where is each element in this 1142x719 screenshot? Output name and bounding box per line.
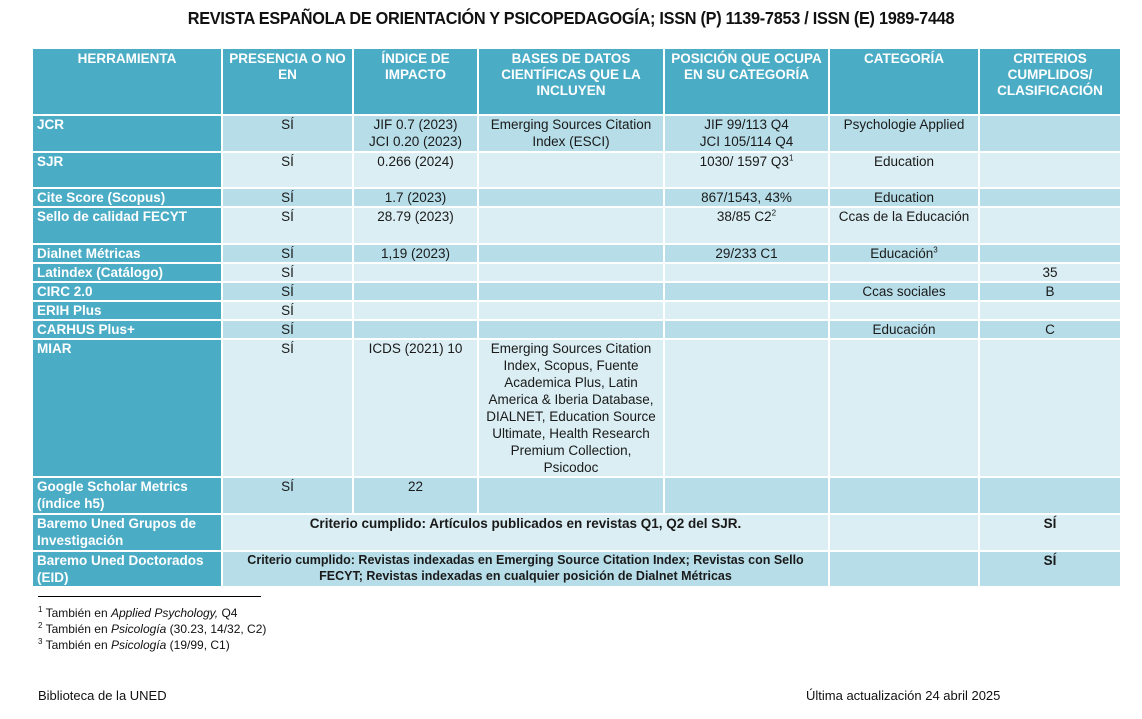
cell-databases: Emerging Sources Citation Index (ESCI) (478, 115, 664, 152)
position-text: 867/1543, 43% (701, 190, 792, 205)
cell-databases (478, 282, 664, 301)
table-row (32, 188, 1121, 207)
cell-position (664, 263, 829, 282)
header-presencia: PRESENCIA O NO EN (222, 48, 353, 115)
cell-tool: CIRC 2.0 (32, 282, 222, 301)
category-text: Education (873, 154, 935, 169)
cell-category (829, 188, 979, 207)
cell-databases (478, 320, 664, 339)
footnote-italic: Psicología (110, 638, 167, 652)
cell-empty (829, 551, 979, 587)
cell-tool: Cite Score (Scopus) (32, 188, 222, 207)
position-text: 38/85 C2 (716, 209, 772, 224)
cell-criteria (979, 339, 1121, 477)
footnote-3 (38, 637, 266, 653)
cell-criteria (979, 301, 1121, 320)
footnote-number: 3 (38, 637, 43, 646)
table-row (32, 282, 1121, 301)
cell-position (664, 244, 829, 263)
table-row (32, 301, 1121, 320)
cell-impact (353, 282, 478, 301)
cell-tool: Sello de calidad FECYT (32, 207, 222, 244)
footnote-ref: 3 (933, 245, 938, 255)
category-text: Psychologie Applied (843, 117, 965, 132)
cell-impact: 1.7 (2023) (353, 188, 478, 207)
cell-tool: Baremo Uned Grupos de Investigación (32, 514, 222, 551)
cell-category (829, 301, 979, 320)
cell-tool: Dialnet Métricas (32, 244, 222, 263)
cell-tool: SJR (32, 152, 222, 188)
cell-criteria: C (979, 320, 1121, 339)
cell-criterion: Criterio cumplido: Revistas indexadas en Emerging Source Citation Index; Revistas con Sello FECYT; Revistas indexadas en cualquier posición de Dialnet Métricas (222, 551, 829, 587)
cell-criteria (979, 188, 1121, 207)
cell-category (829, 244, 979, 263)
footnote-text: También en (45, 622, 111, 636)
cell-criteria (979, 207, 1121, 244)
table-row (32, 263, 1121, 282)
cell-tool: MIAR (32, 339, 222, 477)
cell-presence: SÍ (222, 282, 353, 301)
cell-impact: ICDS (2021) 10 (353, 339, 478, 477)
table-row (32, 339, 1121, 477)
footnote-ref: 2 (771, 208, 777, 218)
table-row (32, 477, 1121, 514)
cell-impact: JIF 0.7 (2023) JCI 0.20 (2023) (353, 115, 478, 152)
table-row (32, 152, 1121, 188)
cell-criteria: 35 (979, 263, 1121, 282)
footnote-text: Q4 (218, 606, 238, 620)
cell-criteria (979, 244, 1121, 263)
footnote-text: (30.23, 14/32, C2) (166, 622, 267, 636)
baremo-row (32, 551, 1121, 587)
cell-databases (478, 263, 664, 282)
category-text: Educación (872, 322, 936, 337)
cell-position (664, 152, 829, 188)
cell-category (829, 115, 979, 152)
footnote-italic: Psicología (110, 622, 167, 636)
table-row (32, 115, 1121, 152)
cell-criteria (979, 477, 1121, 514)
cell-criterion: Criterio cumplido: Artículos publicados en revistas Q1, Q2 del SJR. (222, 514, 829, 551)
cell-presence: SÍ (222, 207, 353, 244)
footnote-separator (38, 596, 261, 597)
cell-presence: SÍ (222, 320, 353, 339)
header-categoria: CATEGORÍA (829, 48, 979, 115)
cell-tool: Baremo Uned Doctorados (EID) (32, 551, 222, 587)
cell-presence: SÍ (222, 115, 353, 152)
cell-tool: Google Scholar Metrics (índice h5) (32, 477, 222, 514)
cell-position (664, 207, 829, 244)
cell-position (664, 339, 829, 477)
cell-presence: SÍ (222, 477, 353, 514)
cell-presence: SÍ (222, 152, 353, 188)
cell-databases (478, 244, 664, 263)
category-text: Ccas sociales (862, 284, 946, 299)
footnote-2 (38, 621, 266, 637)
table-row (32, 244, 1121, 263)
footnote-text: (19/99, C1) (166, 638, 230, 652)
baremo-row (32, 514, 1121, 551)
header-bases-datos: BASES DE DATOS CIENTÍFICAS QUE LA INCLUYEN (478, 48, 664, 115)
cell-presence: SÍ (222, 339, 353, 477)
position-text: 1030/ 1597 Q3 (699, 154, 789, 169)
cell-category (829, 320, 979, 339)
indexing-table (31, 47, 1122, 588)
cell-empty (829, 514, 979, 551)
cell-impact (353, 301, 478, 320)
cell-presence: SÍ (222, 263, 353, 282)
cell-position (664, 301, 829, 320)
header-posicion: POSICIÓN QUE OCUPA EN SU CATEGORÍA (664, 48, 829, 115)
cell-databases (478, 477, 664, 514)
table-header-row (32, 48, 1121, 115)
cell-tool: JCR (32, 115, 222, 152)
footnote-number: 1 (38, 605, 43, 614)
category-text: Ccas de la Educación (838, 209, 970, 224)
header-criterios: CRITERIOS CUMPLIDOS/ CLASIFICACIÓN (979, 48, 1121, 115)
cell-tool: Latindex (Catálogo) (32, 263, 222, 282)
position-text: JIF 99/113 Q4 JCI 105/114 Q4 (699, 117, 794, 149)
footnote-italic: Applied Psychology, (110, 606, 219, 620)
cell-impact: 1,19 (2023) (353, 244, 478, 263)
cell-position (664, 477, 829, 514)
cell-impact: 22 (353, 477, 478, 514)
cell-criteria (979, 152, 1121, 188)
footer-library: Biblioteca de la UNED (38, 688, 167, 703)
footer-updated: Última actualización 24 abril 2025 (806, 688, 1001, 703)
cell-position (664, 320, 829, 339)
cell-databases (478, 152, 664, 188)
cell-category (829, 263, 979, 282)
footnote-text: También en (45, 638, 111, 652)
cell-tool: CARHUS Plus+ (32, 320, 222, 339)
category-text: Educación (870, 246, 934, 261)
cell-databases (478, 188, 664, 207)
header-herramienta: HERRAMIENTA (32, 48, 222, 115)
cell-presence: SÍ (222, 301, 353, 320)
table-row (32, 320, 1121, 339)
footnote-number: 2 (38, 621, 43, 630)
cell-category (829, 339, 979, 477)
cell-position (664, 115, 829, 152)
category-text: Education (873, 190, 935, 205)
cell-databases (478, 301, 664, 320)
cell-category (829, 207, 979, 244)
cell-impact: 0.266 (2024) (353, 152, 478, 188)
cell-impact (353, 263, 478, 282)
cell-presence: SÍ (222, 188, 353, 207)
cell-databases (478, 207, 664, 244)
cell-position (664, 188, 829, 207)
cell-category (829, 152, 979, 188)
footnotes (38, 605, 266, 653)
footnote-ref: 1 (788, 153, 794, 163)
cell-impact (353, 320, 478, 339)
cell-impact: 28.79 (2023) (353, 207, 478, 244)
cell-tool: ERIH Plus (32, 301, 222, 320)
cell-category (829, 282, 979, 301)
footnote-text: También en (45, 606, 111, 620)
footnote-1 (38, 605, 266, 621)
cell-result: SÍ (979, 514, 1121, 551)
cell-presence: SÍ (222, 244, 353, 263)
cell-category (829, 477, 979, 514)
cell-criteria: B (979, 282, 1121, 301)
table-row (32, 207, 1121, 244)
cell-result: SÍ (979, 551, 1121, 587)
cell-databases: Emerging Sources Citation Index, Scopus, Fuente Academica Plus, Latin America & Iberia Database, DIALNET, Education Source Ultimate, Health Research Premium Collection, Psicodoc (478, 339, 664, 477)
document-title: REVISTA ESPAÑOLA DE ORIENTACIÓN Y PSICOPEDAGOGÍA; ISSN (P) 1139-7853 / ISSN (E) 1989-7448 (187, 8, 955, 28)
cell-position (664, 282, 829, 301)
cell-criteria (979, 115, 1121, 152)
header-indice-impacto: ÍNDICE DE IMPACTO (353, 48, 478, 115)
position-text: 29/233 C1 (715, 246, 778, 261)
